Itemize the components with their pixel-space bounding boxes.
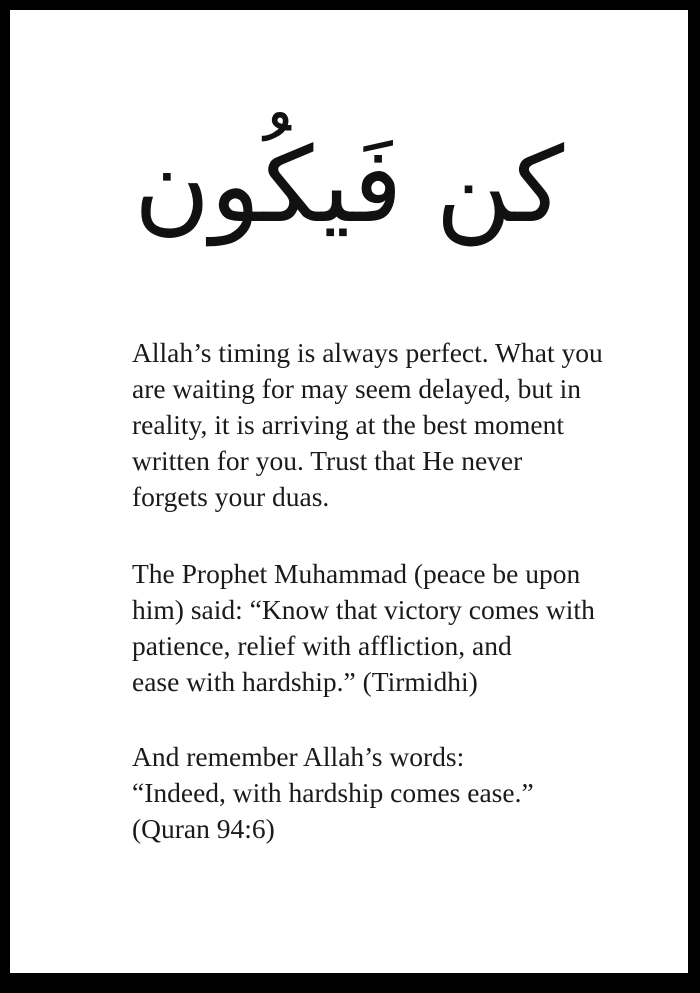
text-line: And remember Allah’s words: (132, 741, 465, 772)
text-line: are waiting for may seem delayed, but in (132, 373, 582, 404)
text-line: (Quran 94:6) (132, 813, 275, 844)
paragraph-prophet-hadith (132, 556, 632, 700)
text-line: him) said: “Know that victory comes with (132, 594, 595, 625)
text-line: The Prophet Muhammad (peace be upon (132, 558, 581, 589)
paragraph-allahs-timing (132, 335, 632, 515)
text-line: Allah’s timing is always perfect. What you (132, 337, 603, 368)
text-line: reality, it is arriving at the best moment (132, 409, 564, 440)
text-line: written for you. Trust that He never (132, 445, 523, 476)
text-line: patience, relief with affliction, and (132, 630, 512, 661)
arabic-calligraphy-title: كن فَيكُون (133, 124, 565, 246)
text-line: ease with hardship.” (Tirmidhi) (132, 666, 478, 697)
page-sheet (10, 10, 688, 973)
text-line: “Indeed, with hardship comes ease.” (132, 777, 534, 808)
text-line: forgets your duas. (132, 481, 330, 512)
paragraph-quran-verse (132, 739, 632, 847)
